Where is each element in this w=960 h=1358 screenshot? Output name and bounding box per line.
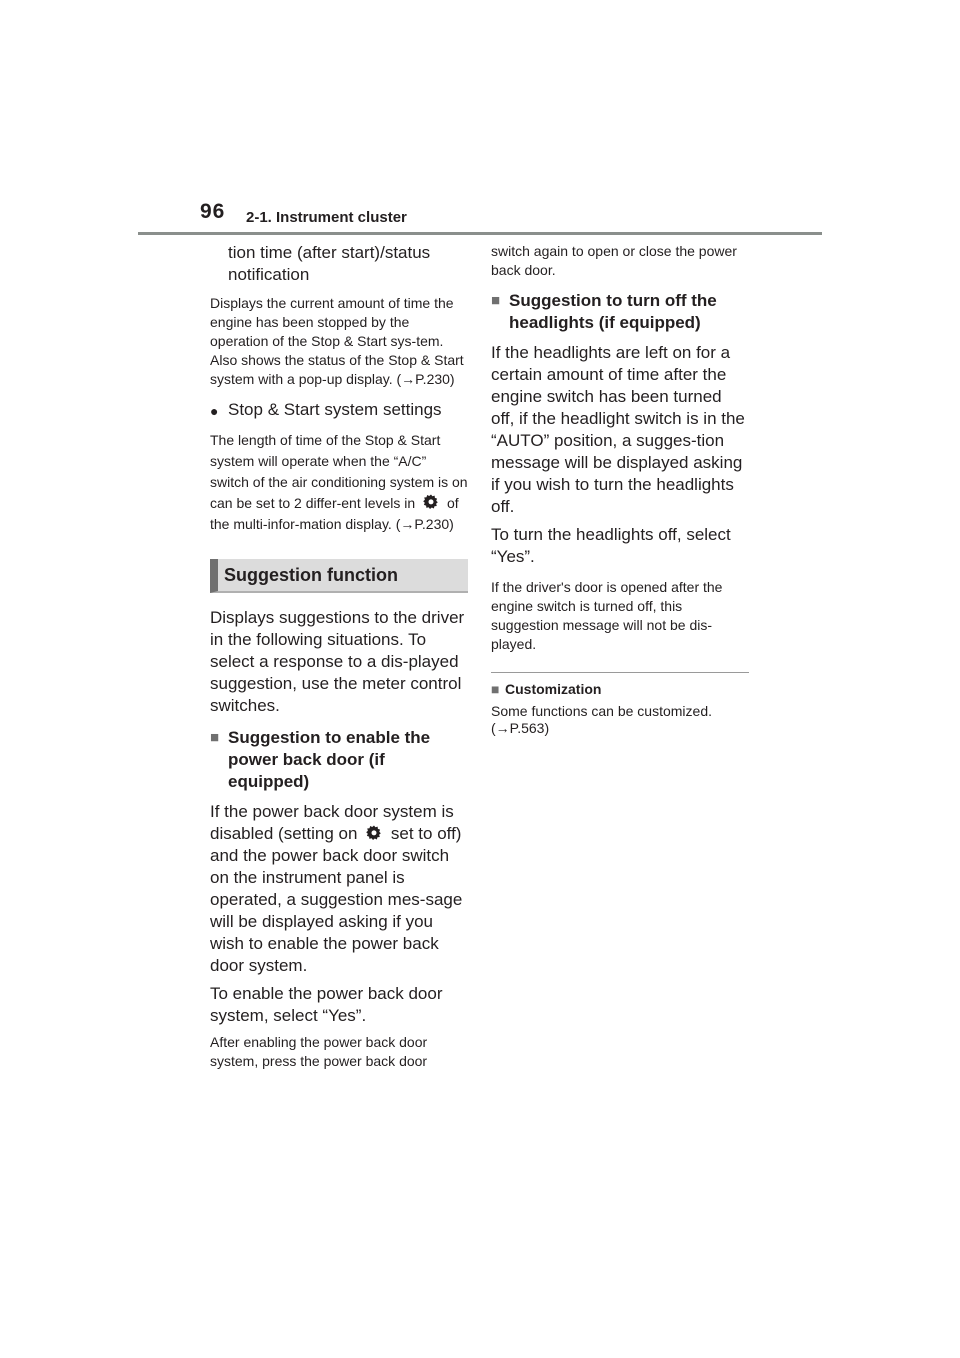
bullet-item (210, 399, 468, 422)
note: After enabling the power back door system, press the power back door (210, 1034, 428, 1069)
page-number: 96 (200, 200, 226, 223)
paragraph: To enable the power back door system, select “Yes”. (210, 984, 443, 1025)
customization-description: Some functions can be customized. (→P.563) (491, 703, 713, 736)
square-icon: ■ (491, 292, 501, 309)
customization-title: Customization (505, 681, 602, 697)
gear-icon (423, 494, 439, 510)
bullet-item-title: Stop & Start system settings (228, 400, 442, 419)
customization-heading (491, 681, 749, 697)
right-column (491, 242, 749, 743)
bullet-icon: ● (210, 403, 219, 419)
square-icon: ■ (491, 681, 500, 697)
paragraph: If the power back door system is disabled (setting on set to off) and the power back door switch on the instrument panel is operated, a suggestion mes-sage will be displayed asking if you wish to enable the power back door system. (210, 802, 463, 975)
note: If the driver's door is opened after the engine switch is turned off, this suggestion message will not be dis-played. (491, 579, 723, 652)
intro-paragraph: Displays suggestions to the driver in the following situations. To select a response to a dis-played suggestion, use the meter control switches. (210, 608, 465, 715)
continued-note: switch again to open or close the power back door. (491, 243, 737, 278)
gear-icon (366, 825, 382, 841)
continued-item-description: Displays the current amount of time the engine has been stopped by the operation of the Stop & Start sys-tem. (210, 295, 454, 349)
divider (491, 672, 749, 673)
left-column (210, 242, 468, 1077)
section-heading: Suggestion function (210, 559, 468, 593)
continued-item-description-2: Also shows the status of the Stop & Start system with a pop-up display. (→P.230) (210, 352, 464, 387)
subsection-title: Suggestion to turn off the headlights (if equipped) (509, 291, 717, 332)
subsection-title: Suggestion to enable the power back door (if equipped) (228, 728, 431, 791)
section-title: 2-1. Instrument cluster (246, 209, 407, 226)
bullet-item-description: The length of time of the Stop & Start system will operate when the “A/C” switch of the air conditioning system is on can be set to 2 differ-ent levels in of the multi-infor-mation display. (→P.230) (210, 432, 468, 532)
header-rule (138, 232, 822, 235)
square-icon: ■ (210, 729, 220, 746)
paragraph: To turn the headlights off, select “Yes”. (491, 525, 731, 566)
subsection-heading (491, 290, 749, 334)
continued-item-title: tion time (after start)/status notification (228, 243, 431, 284)
paragraph: If the headlights are left on for a certain amount of time after the engine switch has been turned off, if the headlight switch is in the “AUTO” position, a sugges-tion message will be displayed asking if you wish to turn the headlights off. (491, 343, 745, 516)
subsection-heading (210, 727, 468, 793)
